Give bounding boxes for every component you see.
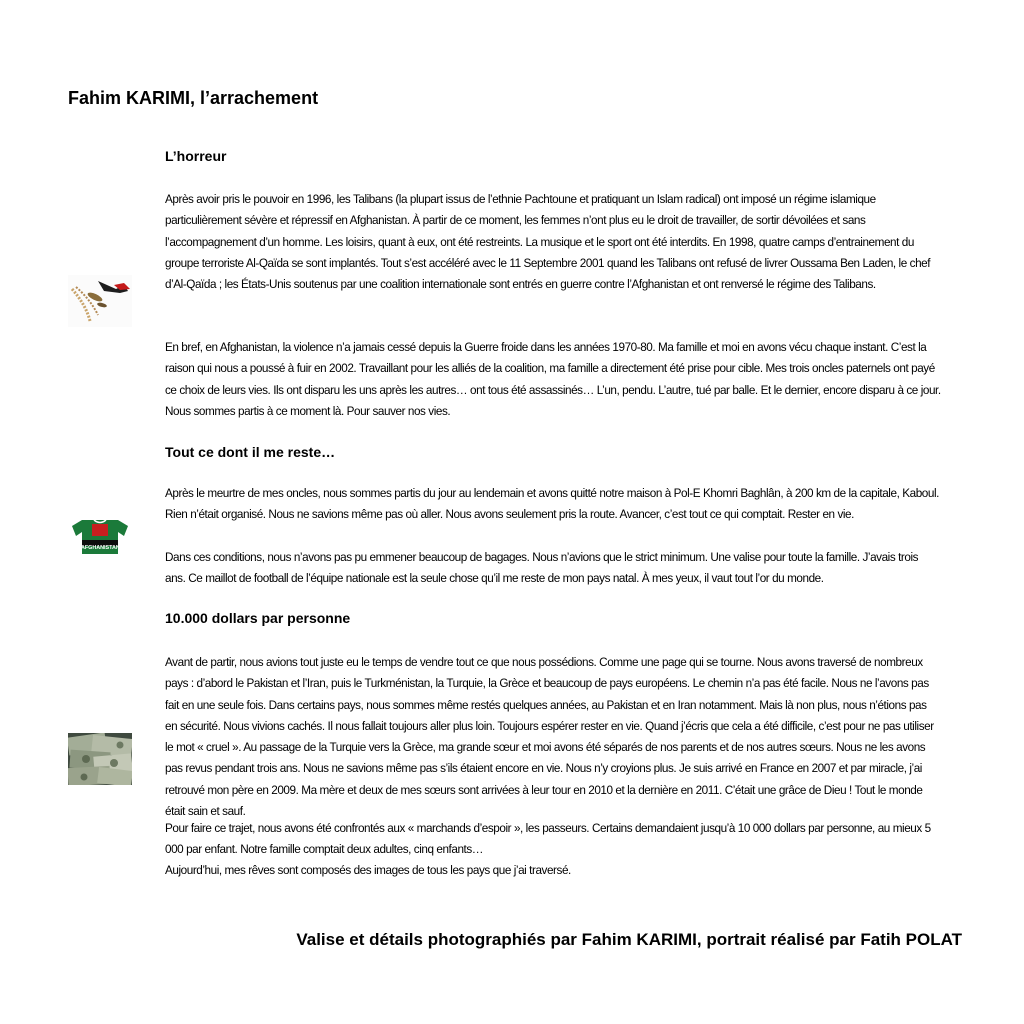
section-heading-tout-ce-dont: Tout ce dont il me reste…: [165, 444, 336, 460]
paragraph-dollars-2: Pour faire ce trajet, nous avons été confrontés aux « marchands d’espoir », les passeurs. Certains demandaient jusqu’à 10 000 dollars par personne, au mieux 5 000 par enfant. Notre famille comptait deux adultes, cinq enfants…: [165, 821, 931, 857]
page-title: Fahim KARIMI, l’arrachement: [68, 88, 319, 108]
section-heading-horreur: L’horreur: [165, 148, 227, 164]
paragraph-tout-ce-dont-1: Après le meurtre de mes oncles, nous sommes partis du jour au lendemain et avons quitté notre maison à Pol-E Khomri Baghlân, à 200 km de la capitale, Kaboul. Rien n’était organisé. Nous ne savions même pas où aller. Nous avons seulement pris la route. Avancer, c’est tout ce qui comptait. Rester en vie.: [165, 486, 939, 522]
paragraph-dollars-3: Aujourd’hui, mes rêves sont composés des images de tous les pays que j’ai traversé.: [165, 863, 571, 877]
dollar-bills-photo: [68, 733, 132, 785]
paragraph-horreur-1: Après avoir pris le pouvoir en 1996, les Talibans (la plupart issus de l’ethnie Pachtoune et pratiquant un Islam radical) ont imposé un régime islamique particulièrement sévère et répressif en Afghanistan. À partir de ce moment, les femmes n’ont plus eu le droit de travailler, de sortir dévoilées et sans l’accompagnement d’un homme. Les loisirs, quant à eux, ont été restreints. La musique et le sport ont été interdits. En 1998, quatre camps d’entrainement du groupe terroriste Al-Qaïda se sont implantés. Tout s’est accéléré avec le 11 Septembre 2001 quand les Talibans ont refusé de livrer Oussama Ben Laden, le chef d’Al-Qaïda ; les États-Unis soutenus par une coalition internationale sont entrés en guerre contre l’Afghanistan et ont renversé le régime des Talibans.: [165, 192, 931, 292]
photo-credits: Valise et détails photographiés par Fahim KARIMI, portrait réalisé par Fatih POLAT: [296, 930, 962, 949]
section-heading-dollars: 10.000 dollars par personne: [165, 610, 351, 626]
paragraph-horreur-2: En bref, en Afghanistan, la violence n’a jamais cessé depuis la Guerre froide dans les années 1970-80. Ma famille et moi en avons vécu chaque instant. C’est la raison qui nous a poussé à fuir en 2002. Travaillant pour les alliés de la coalition, ma famille a directement été prise pour cible. Mes trois oncles paternels ont payé ce choix de leurs vies. Ils ont disparu les uns après les autres… ont tous été assassinés… L’un, pendu. L’autre, tué par balle. Et le dernier, encore disparu à ce jour. Nous sommes partis à ce moment là. Pour sauver nos vies.: [165, 340, 941, 418]
paragraph-tout-ce-dont-2: Dans ces conditions, nous n’avons pas pu emmener beaucoup de bagages. Nous n’avions que le strict minimum. Une valise pour toute la famille. J’avais trois ans. Ce maillot de football de l’équipe nationale est la seule chose qu’il me reste de mon pays natal. À mes yeux, il vaut tout l’or du monde.: [165, 550, 919, 586]
paragraph-dollars-1: Avant de partir, nous avions tout juste eu le temps de vendre tout ce que nous possédions. Comme une page qui se tourne. Nous avons traversé de nombreux pays : d’abord le Pakistan et l’Iran, puis le Turkménistan, la Turquie, la Grèce et beaucoup de pays européens. Le chemin n’a pas été facile. Nous ne l’avons pas fait en une seule fois. Dans certains pays, nous sommes même restés quelques années, au Pakistan et en Iran notamment. Mais là non plus, nous n’étions pas en sécurité. Nous vivions cachés. Il nous fallait toujours aller plus loin. Toujours espérer rester en vie. Quand j’écris que cela a été difficile, c’est pour ne pas utiliser le mot « cruel ». Au passage de la Turquie vers la Grèce, ma grande sœur et moi avons été séparés de nos parents et de nos autres sœurs. Nous ne les avons pas revus pendant trois ans. Nous ne savions même pas s’ils étaient encore en vie. Nous n’y croyions plus. Je suis arrivé en France en 2007 et par miracle, j’ai retrouvé mon père en 2009. Ma mère et deux de mes sœurs sont arrivées à leur tour en 2010 et la dernière en 2011. C’était une grâce de Dieu ! Tout le monde était sain et sauf.: [165, 655, 934, 819]
jersey-photo: [68, 510, 132, 562]
jersey-label: AFGHANISTAN: [81, 545, 120, 551]
chain-photo: [68, 275, 132, 327]
